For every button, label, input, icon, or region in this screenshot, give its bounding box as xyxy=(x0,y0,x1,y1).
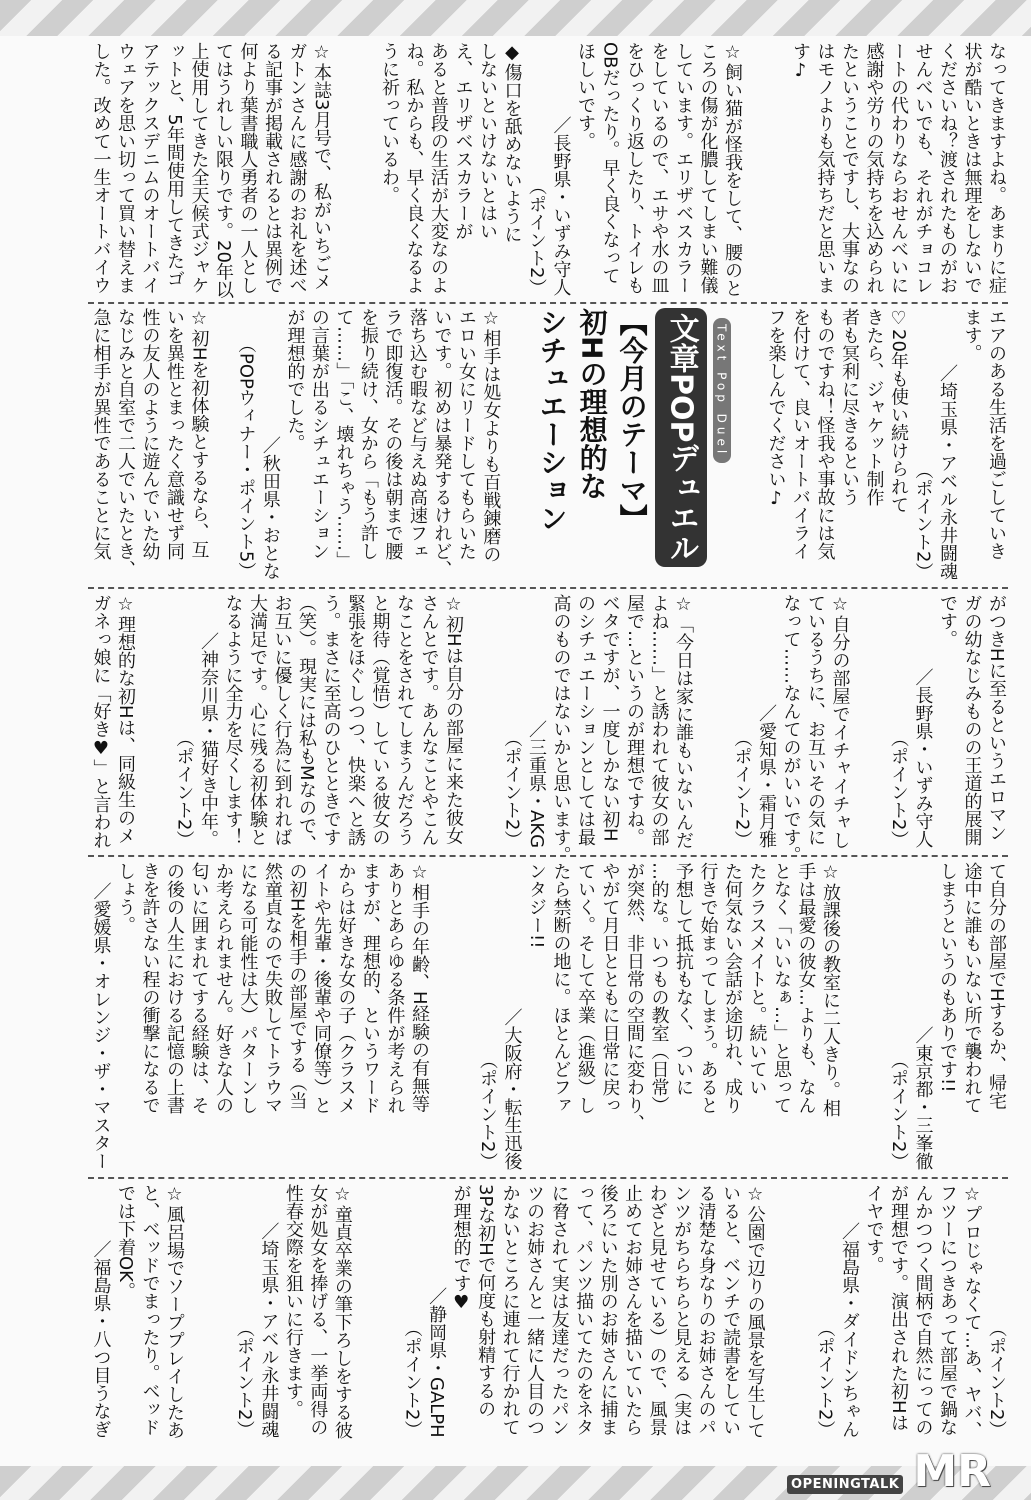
letter-text-line: ツのお姉さんと一緒に人目のつ xyxy=(524,1184,546,1436)
letter-text-line: ているうちに、お互いその気に xyxy=(805,594,826,846)
letter-text-line: になる可能性は大）パターンし xyxy=(237,862,259,1114)
letter-text-line: たら禁断の地に。ほとんどファ xyxy=(550,862,572,1114)
letter-text-line: 落ち込む暇など与えぬ高速フェ xyxy=(406,308,428,560)
letter-text-line: 者も冥利に尽きるという xyxy=(838,308,860,506)
letter-block xyxy=(231,1184,354,1438)
letter-text-line: ますが、理想的、というワード xyxy=(360,862,381,1114)
reader-signature: ／東京都・三峯徹 xyxy=(912,1026,934,1170)
letter-text-line: たクラスメイトと。続いてい xyxy=(746,862,768,1096)
points-label: （ポイント2） xyxy=(173,728,195,848)
letter-text-line: 行きで始まってしまう。あると xyxy=(697,862,719,1114)
letter-text-line: と、ベッドでまったり。ベッド xyxy=(139,1184,161,1436)
letter-text-line: て自分の部屋でHするか、帰宅 xyxy=(986,862,1007,1110)
letter-text-line: 大満足です。心に残る初体験と xyxy=(247,594,268,846)
letter-text-line: ガネっ娘に「好き♥」と言われ xyxy=(90,594,112,849)
letter-text-line: お互いに優しく行為に到れれば xyxy=(271,594,293,846)
letter-text-line: を振り続け、女から「もう許し xyxy=(357,308,379,560)
letter-text-line: いです。初めは暴発するけれど、 xyxy=(431,308,453,578)
letter-block xyxy=(377,42,745,296)
letter-text-line: フを楽しんでください♪ xyxy=(765,308,787,509)
letter-text-line: なるように全力を尽くします！ xyxy=(222,594,244,846)
reader-signature: ／愛知県・霜月雅 xyxy=(756,704,777,848)
points-label: （ポイント2） xyxy=(526,176,547,296)
letter-block xyxy=(88,42,333,299)
letter-text-line: の言葉が出るシチュエーション xyxy=(308,308,330,560)
points-label: （ポイント2） xyxy=(814,1318,836,1438)
letter-text-line: アテックスデニムのオートバイ xyxy=(139,42,161,294)
letter-text-line: した。改めて一生オートバイウ xyxy=(90,42,112,294)
letter-text-line: え、エリザベスカラーが xyxy=(452,42,474,240)
letter-text-line: 性の友人のように遊んでいた幼 xyxy=(139,308,161,560)
letter-text-line: なじみと自室で二人でいたとき、 xyxy=(115,308,136,578)
letter-text-line: 止めてお姉さんを描いていたら xyxy=(622,1184,644,1436)
letter-text-line: う。まさに至高のひとときです xyxy=(320,594,342,846)
points-label: （ポイント2） xyxy=(888,728,909,848)
letter-text-line: ンタジー!! xyxy=(526,862,547,949)
points-label: （ポイント2） xyxy=(731,728,753,848)
letter-text-line: ガトンさんに感謝のお礼を述べ xyxy=(286,42,308,294)
letter-block xyxy=(812,1184,1008,1438)
letter-text-line: か考えられません。好きな人の xyxy=(213,862,234,1114)
points-label: （ポイント2） xyxy=(912,460,934,580)
letter-text-line: 状が酷いときは無理をしないで xyxy=(961,42,983,294)
reader-signature: ／福島県・ダイドンちゃん xyxy=(838,1222,860,1438)
letter-text-line: ☆飼い猫が怪我をして、腰のと xyxy=(722,42,743,297)
letter-text-line: 予想して抵抗もなく、ついに xyxy=(673,862,694,1096)
letter-text-line: 何より葉書職人勇者の一人とし xyxy=(237,42,259,294)
text-row xyxy=(88,42,1008,299)
letter-text-line: ☆相手は処女よりも百戦錬磨の xyxy=(480,308,502,563)
text-row xyxy=(88,594,1008,864)
letter-text-line: ☆風呂場でソーププレイしたあ xyxy=(164,1184,185,1439)
letter-text-line: ☆公園で辺りの風景を写生して xyxy=(744,1184,766,1439)
letter-text-line: …的な。いつもの教室（日常） xyxy=(648,862,670,1114)
letter-block xyxy=(886,862,1009,1170)
letter-text-line: かないところに連れて行かれて xyxy=(499,1184,521,1436)
letter-text-line: ☆初Hを初体験とするなら、互 xyxy=(188,308,210,559)
page-footer xyxy=(787,1446,991,1497)
letter-text-line: んかつつく間柄で自然にっての xyxy=(912,1184,934,1436)
title-english: Text Pop Duel xyxy=(713,318,731,463)
reader-signature: ／福島県・八つ目うなぎ xyxy=(90,1240,112,1438)
letter-block xyxy=(499,594,695,864)
letter-text-line: 匂いに囲まれてする経験は、そ xyxy=(188,862,210,1114)
letter-block xyxy=(475,862,843,1170)
reader-signature: ／秋田県・おとな xyxy=(259,436,281,580)
reader-signature: ／長野県・いずみ守人 xyxy=(912,668,934,848)
letter-block xyxy=(88,862,431,1170)
title-main: 文章POPデュエル xyxy=(655,308,707,567)
letter-text-line: イトや先輩・後輩や同僚等）と xyxy=(311,862,332,1114)
reader-signature: ／大阪府・転生迅後 xyxy=(501,1008,523,1170)
letter-text-line: る記事が掲載されるとは異例で xyxy=(262,42,283,294)
letter-text-line: ね。私からも、早く良くなるよ xyxy=(403,42,425,294)
letter-text-line: た何気ない会話が途切れ、成り xyxy=(722,862,743,1114)
letter-text-line: あると普段の生活が大変なのよ xyxy=(428,42,449,294)
letter-text-line: が理想的です♥ xyxy=(450,1184,472,1313)
letter-block xyxy=(729,594,852,864)
letter-text-line: エロい女にリードしてもらいた xyxy=(455,308,477,560)
letter-text-line: ます。 xyxy=(961,308,983,362)
letter-text-line: よね……」と誘われて彼女の部 xyxy=(648,594,670,846)
letter-text-line: 高のものではないかと思います。 xyxy=(550,594,572,864)
points-label: （笑）。現実には私もMなので、 xyxy=(296,594,317,853)
magazine-logo: MR xyxy=(913,1446,991,1497)
letter-text-line: を付けて、良いオートバイライ xyxy=(789,308,811,560)
letter-text-line: って、パンツ描いてたのをネタ xyxy=(573,1184,595,1436)
letter-text-line: いると、ベンチで読書をしてい xyxy=(720,1184,742,1436)
letter-text-line: ☆放課後の教室に二人きり。相 xyxy=(820,862,841,1117)
letter-text-line: ていく。そして卒業（進級）し xyxy=(575,862,596,1114)
letter-text-line: なことをされてしまうんだろう xyxy=(394,594,415,846)
letter-text-line: 感謝や労りの気持ちを込められ xyxy=(863,42,885,294)
points-label: （POPウィナー・ポイント5） xyxy=(235,334,257,580)
letter-text-line: となく「いいなぁ…」と思って xyxy=(771,862,792,1114)
row-divider xyxy=(88,302,1008,304)
letter-text-line: がつきHに至るというエロマン xyxy=(986,594,1007,842)
letter-text-line: ウェアを思い切って買い替えま xyxy=(115,42,136,294)
letter-text-line: 緊張をほぐしつつ、快楽へと誘 xyxy=(345,594,366,846)
letter-text-line: しないといけないとはい xyxy=(477,42,498,240)
letter-text-line: ガの幼なじみものの王道的展開 xyxy=(961,594,983,846)
letter-text-line: いを異性とまったく意識せず同 xyxy=(164,308,185,560)
points-label: （ポイント2） xyxy=(888,1050,909,1170)
letter-block xyxy=(886,594,1009,848)
points-label: （ポイント2） xyxy=(501,728,523,848)
letter-text-line: ンツがちらちらと見える（実は xyxy=(671,1184,693,1436)
theme-line-1: 初Hの理想的な xyxy=(575,308,609,500)
letter-block xyxy=(88,1184,186,1438)
letter-block xyxy=(399,1184,767,1438)
letter-text-line: て……」「こ、壊れちゃう……」 xyxy=(333,308,355,569)
letter-text-line: ベタですが、一度しかない初H xyxy=(599,594,621,842)
letter-text-line: をひっくり返したり、トイレも xyxy=(624,42,645,294)
letter-text-line: きを許さない程の衝撃になるで xyxy=(139,862,161,1114)
letter-text-line: エアのある生活を過ごしていき xyxy=(985,308,1007,560)
letter-text-line: イヤです。 xyxy=(863,1184,885,1274)
letter-block xyxy=(788,42,1009,296)
top-stripe-border xyxy=(0,0,1031,36)
letter-text-line: ☆自分の部屋でイチャイチャし xyxy=(829,594,851,849)
letter-block xyxy=(763,308,1008,580)
row-divider xyxy=(88,1177,1008,1179)
column-title xyxy=(535,308,731,580)
letter-text-line: に脅されて実は友達だったパン xyxy=(548,1184,570,1436)
letter-text-line: が理想です。演出された初Hは xyxy=(887,1184,909,1432)
letter-text-line: が理想的でした。 xyxy=(284,308,306,452)
reader-signature: ／神奈川県・猫好き中年。 xyxy=(198,632,219,848)
letter-block xyxy=(233,308,503,580)
letter-text-line: やがて月日とともに日常に戻っ xyxy=(599,862,621,1114)
points-label: （ポイント2） xyxy=(477,1050,498,1170)
text-row xyxy=(88,862,1008,1170)
letter-block xyxy=(88,308,211,580)
section-label: OPENINGTALK xyxy=(787,1475,903,1494)
letter-text-line: しまうというのもありです!! xyxy=(937,862,958,1093)
letter-text-line: ありとあらゆる条件が考えられ xyxy=(384,862,406,1114)
letter-text-line: なって……なんてのがいいです。 xyxy=(780,594,802,864)
letter-text-line: ☆理想的な初Hは、同級生のメ xyxy=(115,594,136,845)
theme-line-2: シチュエーション xyxy=(535,308,569,532)
letter-text-line: ラで即復活。その後は朝まで腰 xyxy=(382,308,404,560)
letter-text-line: の初Hを相手の部屋でする（当 xyxy=(286,862,308,1110)
letter-text-line: 3Pな初Hで何度も射精するの xyxy=(475,1184,497,1418)
letter-text-line: からは好きな女の子（クラスメ xyxy=(335,862,357,1114)
letter-text-line: 急に相手が異性であることに気 xyxy=(90,308,112,560)
theme-label: 【今月のテーマ】 xyxy=(615,308,649,532)
letter-text-line: なってきますよね。あまりに症 xyxy=(986,42,1007,294)
letter-text-line: 上使用してきた全天候式ジャケ xyxy=(188,42,210,294)
letter-text-line: フツーにつきあって部屋で鍋な xyxy=(936,1184,958,1436)
letter-text-line: たということですし、大事なの xyxy=(839,42,860,294)
reader-signature: ／埼玉県・アベル永井闘魂 xyxy=(258,1222,280,1438)
letter-text-line: ころの傷が化膿してしまい難儀 xyxy=(697,42,719,294)
letter-text-line: が突然、非日常の空間に変わり、 xyxy=(624,862,645,1132)
points-label: （ポイント2） xyxy=(233,1318,255,1438)
letter-text-line: ☆「今日は家に誰もいないんだ xyxy=(673,594,694,849)
letter-block xyxy=(88,594,137,848)
letter-text-line: しょう。 xyxy=(115,862,136,934)
letter-text-line: うに祈っているわ。 xyxy=(379,42,400,204)
letter-text-line: ♡20年も使い続けられて xyxy=(887,308,909,514)
reader-signature: ／三重県・AKG xyxy=(526,719,547,848)
letter-text-line: ットと、5年間使用してきたゴ xyxy=(164,42,185,288)
letter-text-line: ものですね！怪我や事故には気 xyxy=(814,308,836,560)
row-divider xyxy=(88,587,1008,589)
letter-text-line: 然童貞なので失敗してトラウマ xyxy=(262,862,283,1114)
letter-text-line: わざと見せている）ので、風景 xyxy=(646,1184,668,1436)
letter-text-line: てはうれしい限りです。20年以 xyxy=(213,42,234,299)
letter-text-line: の後の人生における記憶の上書 xyxy=(164,862,185,1114)
letter-text-line: ☆プロじゃなくて…あ、ヤバ、 xyxy=(961,1184,983,1439)
letter-text-line: ほしいです。 xyxy=(575,42,596,150)
letter-text-line: きたら、ジャケット制作 xyxy=(863,308,885,506)
letter-text-line: のシチュエーションとしては最 xyxy=(575,594,596,846)
letter-text-line: しています。エリザベスカラー xyxy=(673,42,694,294)
letter-text-line: ☆童貞卒業の筆下ろしをする彼 xyxy=(331,1184,353,1439)
letter-text-line: ◆傷口を舐めないように xyxy=(501,42,523,243)
letter-text-line: では下着OK。 xyxy=(115,1184,136,1300)
letter-text-line: ☆初Hは自分の部屋に来た彼女 xyxy=(443,594,464,845)
letter-text-line: ☆本誌3月号で、私がいちごメ xyxy=(311,42,332,291)
letter-text-line: をしているので、エサや水の皿 xyxy=(648,42,670,294)
letter-text-line: す♪ xyxy=(790,42,811,81)
letter-text-line: 途中に誰もいない所で襲われて xyxy=(961,862,983,1114)
letter-text-line: 屋で…というのが理想ですね。 xyxy=(624,594,645,846)
letter-text-line: ☆相手の年齢、H経験の有無等 xyxy=(409,862,430,1113)
reader-signature: ／埼玉県・アベル永井闘魂 xyxy=(936,364,958,580)
text-row xyxy=(88,308,1008,580)
text-row xyxy=(88,1184,1008,1438)
letter-text-line: 手は最愛の彼女…よりも、なん xyxy=(795,862,817,1114)
points-label: （ポイント2） xyxy=(985,1318,1007,1438)
points-label: （ポイント2） xyxy=(401,1318,423,1438)
letter-text-line: OBだったり。早く良くなって xyxy=(599,42,621,285)
letter-block xyxy=(171,594,465,853)
letter-text-line: ートの代わりならおせんべいに xyxy=(888,42,909,294)
reader-signature: ／愛媛県・オレンジ・ザ・マスター xyxy=(90,882,112,1170)
letter-text-line: です。 xyxy=(937,594,958,648)
reader-signature: ／長野県・いずみ守人 xyxy=(550,116,572,296)
letter-text-line: せんべいでも、それがチョコレ xyxy=(912,42,934,294)
letter-text-line: る清楚な身なりのお姉さんのパ xyxy=(695,1184,717,1436)
letter-text-line: さんとです。あんなことやこん xyxy=(418,594,440,846)
letter-text-line: くださいね？渡されたものがお xyxy=(937,42,958,294)
letter-text-line: と期待（覚悟）している彼女の xyxy=(369,594,391,846)
letter-text-line: 後ろにいた別のお姉さんに捕ま xyxy=(597,1184,619,1436)
letter-text-line: 性春交際を狙いに行きます。 xyxy=(282,1184,304,1418)
letter-text-line: 女が処女を捧げる、一挙両得の xyxy=(307,1184,329,1436)
row-divider xyxy=(88,855,1008,857)
reader-signature: ／静岡県・GALPH xyxy=(426,1287,448,1438)
letter-text-line: はモノよりも気持ちだと思いま xyxy=(814,42,836,294)
